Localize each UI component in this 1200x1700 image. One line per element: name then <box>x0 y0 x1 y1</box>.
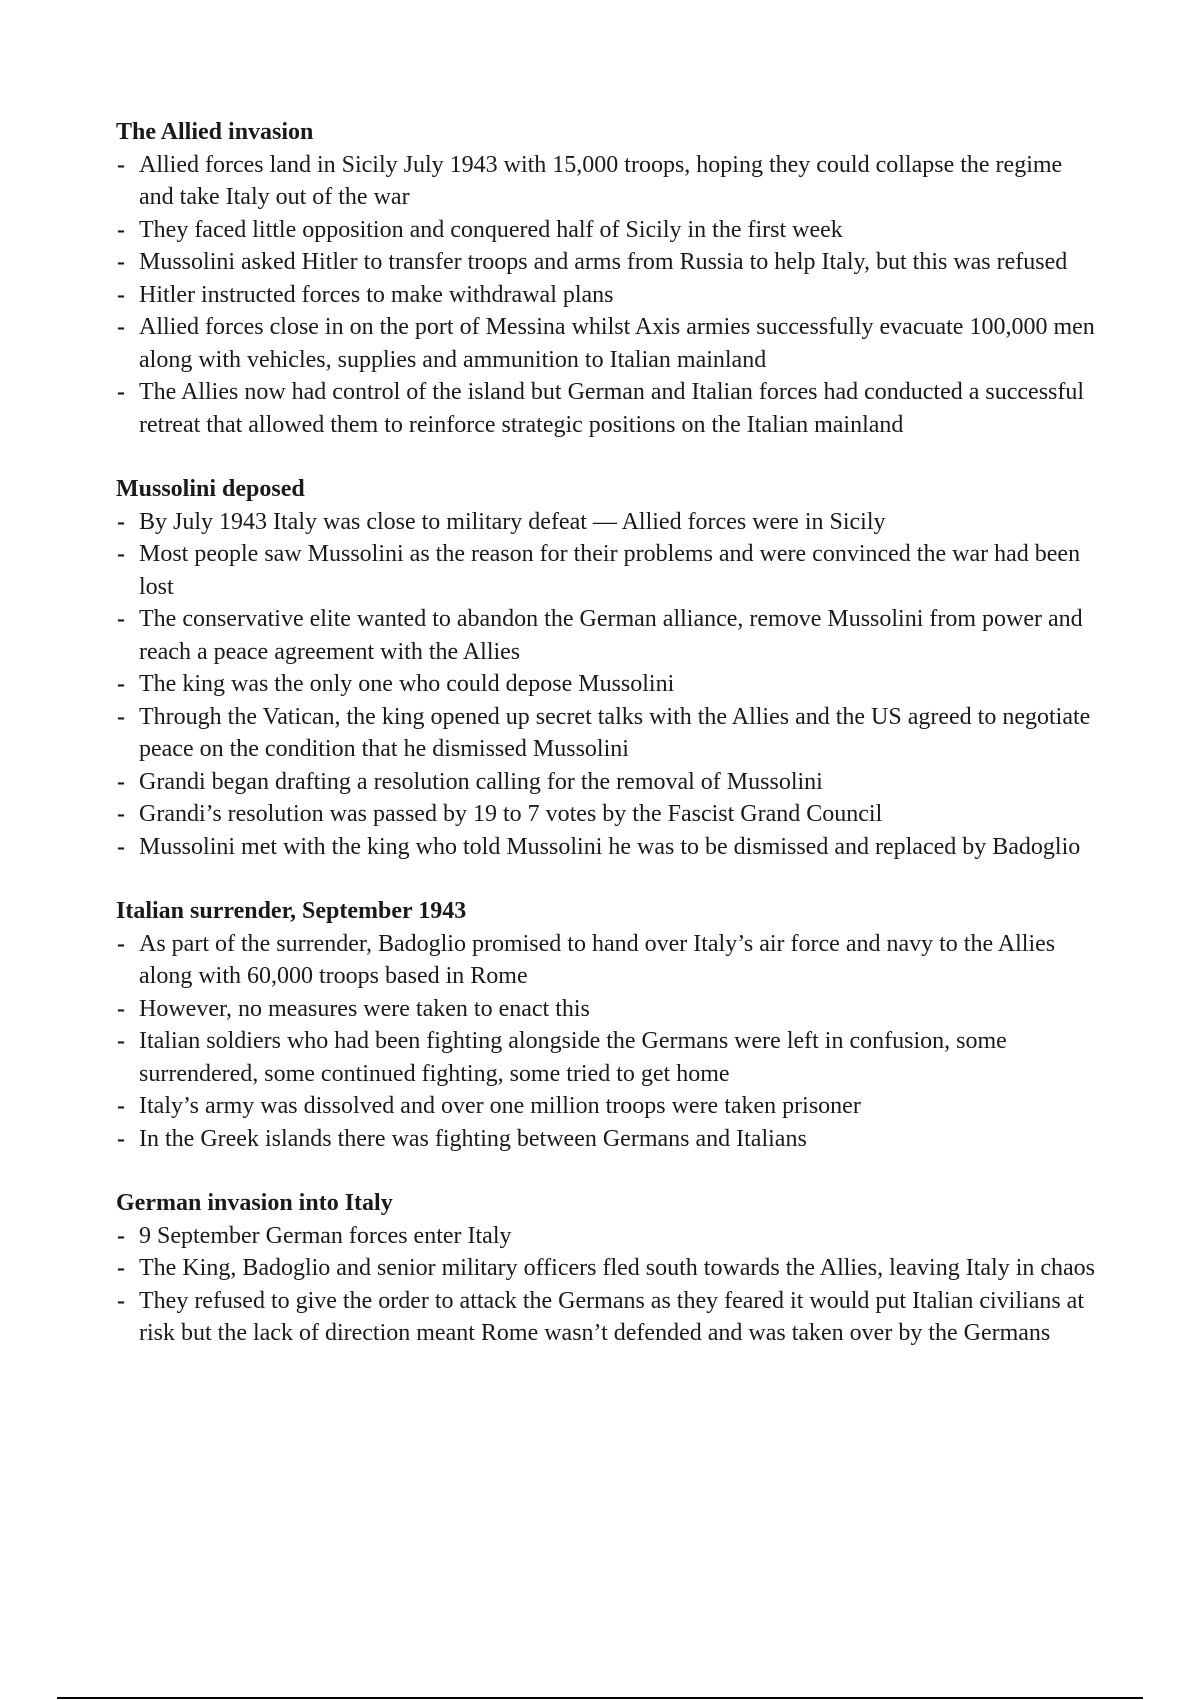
section-heading: The Allied invasion <box>116 119 314 145</box>
list-item <box>116 214 1096 247</box>
bullet-text: Mussolini asked Hitler to transfer troops and arms from Russia to help Italy, but this was refused <box>139 249 1068 275</box>
bullet-text: Most people saw Mussolini as the reason for their problems and were convinced the war had been lost <box>139 541 1081 600</box>
list-item <box>116 928 1096 993</box>
bullet-list <box>116 149 1096 442</box>
bullet-dash: - <box>117 833 125 860</box>
bullet-text: Mussolini met with the king who told Mussolini he was to be dismissed and replaced by Badoglio <box>139 833 1081 860</box>
list-item <box>116 246 1096 279</box>
bullet-dash: - <box>117 508 125 535</box>
list-item <box>116 311 1096 376</box>
section-heading: German invasion into Italy <box>116 1190 393 1216</box>
bullet-dash: - <box>117 930 125 957</box>
list-item <box>116 668 1096 701</box>
list-item <box>116 831 1096 864</box>
bullet-dash: - <box>117 1255 125 1281</box>
bullet-dash: - <box>117 541 125 567</box>
bullet-text: Through the Vatican, the king opened up secret talks with the Allies and the US agreed to negotiate peace on the condition that he dismissed Mussolini <box>139 703 1091 762</box>
bullet-dash: - <box>117 606 125 632</box>
bullet-dash: - <box>117 1028 125 1054</box>
list-item <box>116 376 1096 441</box>
bullet-text: Allied forces land in Sicily July 1943 with 15,000 troops, hoping they could collapse the regime and take Italy out of the war <box>139 151 1063 210</box>
list-item <box>116 603 1096 668</box>
bullet-dash: - <box>117 1125 125 1152</box>
bullet-text: The king was the only one who could depose Mussolini <box>139 671 675 697</box>
bullet-text: As part of the surrender, Badoglio promised to hand over Italy’s air force and navy to the Allies along with 60,000 troops based in Rome <box>139 930 1056 989</box>
bullet-dash: - <box>117 379 125 405</box>
bullet-dash: - <box>117 249 125 275</box>
section-heading: Mussolini deposed <box>116 476 305 502</box>
bullet-text: Grandi’s resolution was passed by 19 to 7 votes by the Fascist Grand Council <box>139 801 883 827</box>
bullet-text: The conservative elite wanted to abandon the German alliance, remove Mussolini from power and reach a peace agreement with the Allies <box>139 606 1083 665</box>
list-item <box>116 538 1096 603</box>
section-german-invasion <box>116 1187 1096 1350</box>
list-item <box>116 798 1096 831</box>
page-bottom-rule <box>57 1697 1143 1699</box>
section-mussolini-deposed <box>116 473 1096 863</box>
bullet-text: Italy’s army was dissolved and over one million troops were taken prisoner <box>139 1093 861 1119</box>
section-heading: Italian surrender, September 1943 <box>116 898 467 924</box>
list-item <box>116 1025 1096 1090</box>
bullet-dash: - <box>117 281 125 308</box>
bullet-list <box>116 1220 1096 1350</box>
list-item <box>116 1123 1096 1156</box>
bullet-dash: - <box>117 768 125 795</box>
list-item <box>116 506 1096 539</box>
bullet-dash: - <box>117 671 125 697</box>
bullet-text: Hitler instructed forces to make withdrawal plans <box>139 281 614 308</box>
list-item <box>116 993 1096 1026</box>
bullet-list <box>116 506 1096 864</box>
section-allied-invasion <box>116 116 1096 441</box>
bullet-text: By July 1943 Italy was close to military defeat — Allied forces were in Sicily <box>139 508 886 535</box>
list-item <box>116 149 1096 214</box>
list-item <box>116 766 1096 799</box>
bullet-text: 9 September German forces enter Italy <box>139 1222 512 1249</box>
bullet-dash: - <box>117 1093 125 1119</box>
list-item <box>116 1285 1096 1350</box>
bullet-text: In the Greek islands there was fighting between Germans and Italians <box>139 1125 807 1152</box>
bullet-dash: - <box>117 216 125 243</box>
bullet-dash: - <box>117 151 125 178</box>
bullet-dash: - <box>117 995 125 1022</box>
bullet-list <box>116 928 1096 1156</box>
list-item <box>116 1220 1096 1253</box>
bullet-text: Italian soldiers who had been fighting alongside the Germans were left in confusion, some surrendered, some continued fighting, some tried to get home <box>139 1028 1007 1087</box>
bullet-text: The Allies now had control of the island but German and Italian forces had conducted a successful retreat that allowed them to reinforce strategic positions on the Italian mainland <box>139 379 1085 438</box>
section-italian-surrender <box>116 895 1096 1155</box>
bullet-dash: - <box>117 1222 125 1249</box>
bullet-dash: - <box>117 314 125 340</box>
list-item <box>116 1252 1096 1285</box>
bullet-text: The King, Badoglio and senior military officers fled south towards the Allies, leaving Italy in chaos <box>139 1255 1096 1281</box>
list-item <box>116 701 1096 766</box>
document-body <box>116 116 1096 1382</box>
bullet-text: They faced little opposition and conquered half of Sicily in the first week <box>139 216 843 243</box>
bullet-text: However, no measures were taken to enact this <box>139 995 590 1022</box>
bullet-dash: - <box>117 703 125 730</box>
list-item <box>116 279 1096 312</box>
bullet-dash: - <box>117 1287 125 1314</box>
list-item <box>116 1090 1096 1123</box>
bullet-text: Grandi began drafting a resolution calling for the removal of Mussolini <box>139 768 823 795</box>
bullet-text: They refused to give the order to attack the Germans as they feared it would put Italian civilians at risk but the lack of direction meant Rome wasn’t defended and was taken over by the Germans <box>139 1287 1084 1346</box>
bullet-dash: - <box>117 801 125 827</box>
bullet-text: Allied forces close in on the port of Messina whilst Axis armies successfully evacuate 100,000 men along with vehicles, supplies and ammunition to Italian mainland <box>139 314 1095 373</box>
